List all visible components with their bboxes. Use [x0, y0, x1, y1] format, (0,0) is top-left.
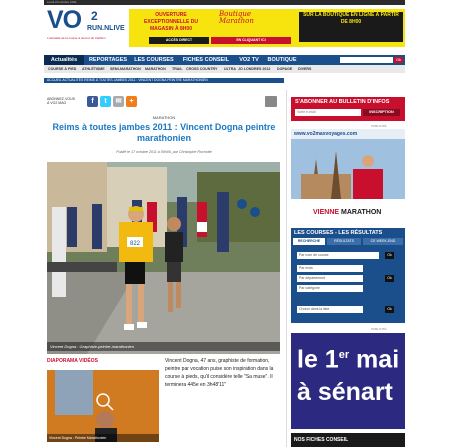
banner-right-text: SUR LA BOUTIQUE EN LIGNE À PARTIR DE 8H00	[299, 12, 403, 42]
race-name-ok[interactable]: Ok	[385, 252, 394, 259]
tab-resultats[interactable]: RÉSULTATS	[327, 238, 361, 245]
subnav-item[interactable]: SEMI-MARATHON	[110, 67, 141, 71]
subnav-item[interactable]: COURSE À PIED	[48, 67, 77, 71]
vienna-illustration	[291, 129, 405, 221]
filters-ok[interactable]: Ok	[385, 275, 394, 282]
subnav-item[interactable]: ULTRA	[224, 67, 236, 71]
bib-number: 822	[129, 241, 141, 247]
column-divider	[286, 90, 287, 447]
subnav-item[interactable]: MARATHON	[145, 67, 166, 71]
breadcrumb[interactable]: ACCUEIL ACTUALITÉS REIMS À TOUTES JAMBES 2011 : VINCENT DOGNA PEINTRE MARATHONIEN	[44, 78, 284, 83]
race-name-input[interactable]: Par nom de course	[297, 252, 379, 259]
email-icon[interactable]: ✉	[113, 96, 124, 107]
banner-brand	[219, 11, 279, 41]
logo-tagline: L'actualité de la course à pied et du triathlon	[47, 36, 106, 40]
twitter-icon[interactable]: t	[100, 96, 111, 107]
top-date: Lundi 24 octobre 2011	[47, 0, 77, 4]
logo-vo: VO	[47, 6, 82, 34]
share-bar	[47, 95, 279, 109]
sub-nav	[44, 65, 405, 73]
subnav-item[interactable]: DIVERS	[298, 67, 312, 71]
senart-ad[interactable]	[291, 333, 405, 429]
ad-city: VIENNE	[313, 209, 340, 216]
tab-boutique[interactable]: BOUTIQUE	[267, 57, 297, 63]
list-select[interactable]: Choisir dans la liste	[297, 306, 363, 313]
vienna-marathon-ad[interactable]	[291, 129, 405, 221]
article-title: Reims à toutes jambes 2011 : Vincent Dogna peintre marathonien	[52, 122, 276, 143]
senart-text-a: le 1	[297, 345, 339, 374]
tab-recherche[interactable]: RECHERCHE	[293, 238, 325, 245]
logo-run: RUN.NLIVE	[87, 25, 125, 32]
department-select[interactable]: Par département	[297, 275, 363, 282]
article-byline: Publié le 17 octobre 2011 à 09h06, par Christophe Rochotte	[116, 150, 212, 154]
banner-brand-text: Boutique Marathon	[219, 10, 254, 25]
senart-sup: er	[338, 349, 350, 361]
newsletter-box	[291, 97, 405, 121]
subnav-item[interactable]: CROSS COUNTRY	[186, 67, 218, 71]
print-icon[interactable]	[265, 96, 277, 107]
main-nav	[44, 55, 405, 65]
tab-fiches-conseil[interactable]: FICHES CONSEIL	[182, 57, 230, 63]
banner-access-right[interactable]: EN CLIQUANT ICI	[211, 37, 291, 44]
ad-event-name	[313, 209, 381, 216]
facebook-icon[interactable]: f	[87, 96, 98, 107]
addthis-icon[interactable]: +	[126, 96, 137, 107]
page	[44, 0, 405, 447]
subnav-item[interactable]: DOPAGE	[277, 67, 293, 71]
fiches-conseil-header[interactable]: NOS FICHES CONSEIL	[291, 433, 405, 447]
diaporama-title[interactable]: DIAPORAMA VIDÉOS	[47, 358, 98, 364]
tab-vo2-tv[interactable]: VO2 TV	[239, 57, 259, 63]
race-search-box	[291, 228, 405, 323]
banner-access-left[interactable]: ACCÈS DIRECT	[149, 37, 209, 44]
banner-left-text: OUVERTURE EXCEPTIONNELLE DU MAGASIN À 8H00	[144, 12, 198, 32]
pub-label-2: PUBLICITÉ	[371, 327, 387, 331]
race-search-tabs	[293, 238, 403, 245]
category-select[interactable]: Par catégorie	[297, 285, 363, 292]
diaporama-caption: Vincent Dogna : Peintre Marathonien	[47, 434, 159, 442]
site-logo[interactable]	[47, 6, 125, 48]
newsletter-title: S'ABONNER AU BULLETIN D'INFOS	[295, 99, 390, 105]
newsletter-email-input[interactable]: Votre e-mail	[295, 109, 361, 116]
photo-caption: Vincent Dogna : Graphiste-peintre-marathonien	[47, 342, 280, 351]
ad-url: www.vo2maxvoyages.com	[294, 131, 358, 137]
senart-line1	[297, 341, 399, 373]
pub-label: PUBLICITÉ	[371, 124, 387, 128]
subnav-item[interactable]: ATHLÉTISME	[82, 67, 105, 71]
search-input[interactable]	[340, 57, 393, 63]
search-ok-button[interactable]: Ok	[395, 57, 402, 62]
tab-ce-week-end[interactable]: CE WEEK-END	[363, 238, 403, 245]
diaporama-image	[47, 370, 159, 442]
diaporama-thumbnail[interactable]	[47, 370, 159, 442]
list-ok[interactable]: Ok	[385, 306, 394, 313]
tab-reportages[interactable]: REPORTAGES	[88, 57, 128, 63]
senart-text-b: mai	[349, 345, 400, 374]
race-search-title: LES COURSES - LES RÉSULTATS	[294, 230, 383, 236]
ad-event: MARATHON	[341, 209, 382, 216]
tab-actualites[interactable]: Actualités	[44, 55, 84, 65]
tab-les-courses[interactable]: LES COURSES	[134, 57, 174, 63]
senart-line2: à sénart	[297, 378, 393, 406]
month-select[interactable]: Par mois	[297, 265, 363, 272]
runners-illustration	[47, 162, 280, 354]
article-kicker: MARATHON	[152, 115, 176, 120]
newsletter-subscribe-button[interactable]: INSCRIPTION	[363, 109, 400, 116]
article-photo	[47, 162, 280, 354]
subscribe-label[interactable]: ABONNEZ-VOUS À VO2 MAG	[47, 97, 76, 105]
top-bar	[44, 0, 405, 5]
article-body: Vincent Dogna, 47 ans, graphiste de formation, peintre par vocation puise son inspiration dans la course à pieds, qu'il considère telle "Sa muse". Il terminera 445e en 3h48'11''	[165, 358, 274, 388]
logo-two: 2	[91, 9, 98, 23]
subnav-item[interactable]: JO LONDRES 2012	[238, 67, 271, 71]
top-banner-ad[interactable]	[129, 9, 405, 47]
subnav-item[interactable]: TRAIL	[172, 67, 183, 71]
